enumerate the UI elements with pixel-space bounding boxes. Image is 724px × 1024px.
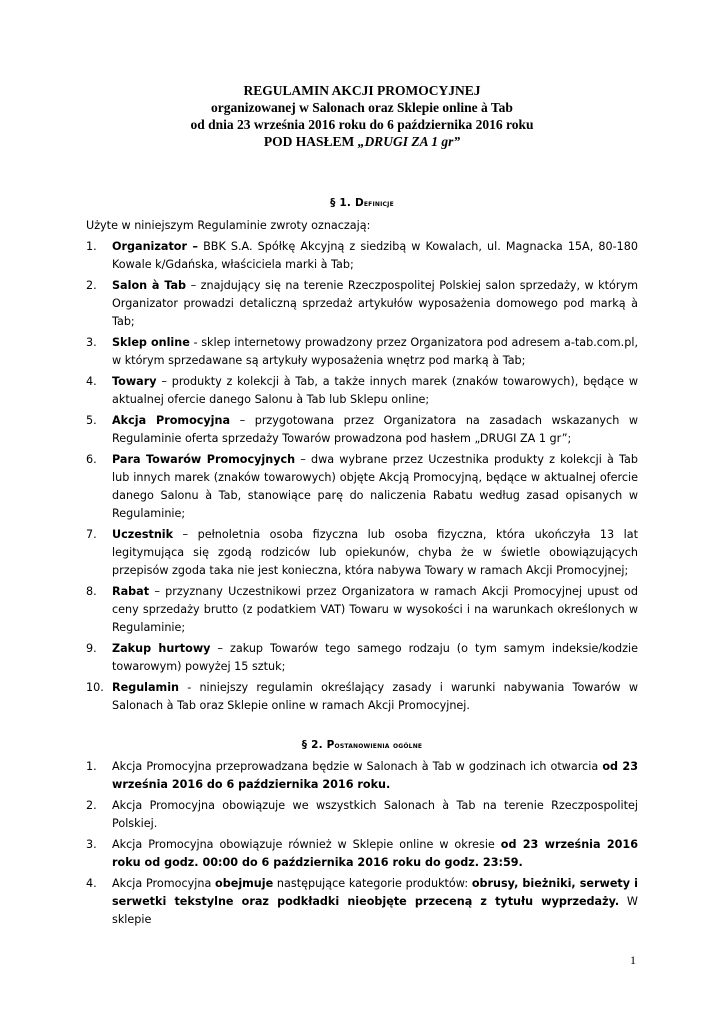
header-motto: „DRUGI ZA 1 gr” [357, 134, 461, 149]
item-text: - niniejszy regulamin określający zasady i warunki nabywania Towarów w Salonach à Tab oraz Sklepie online w ramach Akcji Promocyjnej. [112, 681, 638, 712]
item-bold-text: od 23 września 2016 roku od godz. 00:00 do 6 października 2016 roku do godz. 23:59. [112, 838, 638, 869]
definitions-list [86, 238, 638, 718]
header-motto-line [0, 133, 724, 150]
item-bold-text: od 23 września 2016 do 6 października 2016 roku. [112, 760, 638, 791]
item-text: BBK S.A. Spółkę Akcyjną z siedzibą w Kowalach, ul. Magnacka 15A, 80-180 Kowale k/Gdańska, właściciela marki à Tab; [112, 240, 638, 271]
item-text: Akcja Promocyjna przeprowadzana będzie w Salonach à Tab w godzinach ich otwarcia [112, 760, 603, 773]
section-2-title-number: § 2. P [301, 739, 335, 751]
header-subtitle: organizowanej w Salonach oraz Sklepie online à Tab [211, 100, 513, 115]
item-text: następujące kategorie produktów: [273, 877, 472, 890]
list-item [86, 758, 638, 794]
list-item [86, 277, 638, 331]
item-number: 1. [86, 240, 97, 253]
item-text: – zakup Towarów tego samego rodzaju (o tym samym indeksie/kodzie towarowym) powyżej 15 sztuk; [112, 642, 638, 673]
item-number: 1. [86, 760, 97, 773]
section-1-title-rest: efinicje [363, 199, 394, 209]
item-bold-text: obejmuje [215, 877, 274, 890]
header-motto-prefix: POD HASŁEM [263, 134, 358, 149]
item-text: - sklep internetowy prowadzony przez Organizatora pod adresem a-tab.com.pl, w którym sprzedawane są artykuły wyposażenia wnętrz pod marką à Tab; [112, 336, 639, 367]
item-number: 3. [86, 838, 97, 851]
item-term: Uczestnik [112, 528, 174, 541]
list-item [86, 836, 638, 872]
item-bold-text: obrusy, bieżniki, serwety i serwetki tekstylne oraz podkładki nieobjęte przeceną z tytułu wyprzedaży. [112, 877, 638, 908]
general-provisions-list [86, 758, 638, 932]
item-text: – pełnoletnia osoba fizyczna lub osoba fizyczna, która ukończyła 13 lat legitymująca się zgodą rodziców lub opiekunów, chyba że w świetle obowiązujących przepisów zgoda taka nie jest konieczna, która nabywa Towary w ramach Akcji Promocyjnej; [112, 528, 638, 577]
item-number: 9. [86, 642, 97, 655]
item-term: Akcja Promocyjna [112, 414, 231, 427]
page-number: 1 [630, 953, 636, 967]
item-number: 3. [86, 336, 97, 349]
section-2-title [0, 739, 724, 751]
header-dates: od dnia 23 września 2016 roku do 6 października 2016 roku [190, 117, 534, 132]
item-text: Akcja Promocyjna obowiązuje we wszystkich Salonach à Tab na terenie Rzeczpospolitej Polskiej. [112, 799, 638, 830]
section-1-title-number: § 1. D [330, 197, 364, 209]
item-number: 2. [86, 279, 97, 292]
item-text: Akcja Promocyjna obowiązuje również w Sklepie online w okresie [112, 838, 501, 851]
item-term: Regulamin [112, 681, 180, 694]
item-text: – produkty z kolekcji à Tab, a także innych marek (znaków towarowych), będące w aktualnej ofercie danego Salonu à Tab lub Sklepu online; [112, 375, 638, 406]
list-item [86, 583, 638, 637]
item-number: 4. [86, 877, 97, 890]
section-2-title-rest: ostanowienia ogólne [334, 741, 423, 751]
header-title: REGULAMIN AKCJI PROMOCYJNEJ [243, 83, 481, 98]
section-1-title [0, 197, 724, 209]
item-term: Salon à Tab [112, 279, 187, 292]
list-item [86, 679, 638, 715]
section-1-intro: Użyte w niniejszym Regulaminie zwroty oznaczają: [86, 219, 371, 232]
list-item [86, 875, 638, 929]
item-term: Towary [112, 375, 157, 388]
list-item [86, 451, 638, 523]
item-text: W sklepie [112, 895, 638, 926]
list-item [86, 640, 638, 676]
list-item [86, 334, 638, 370]
item-number: 10. [86, 681, 104, 694]
item-term: Sklep online [112, 336, 190, 349]
list-item [86, 797, 638, 833]
list-item [86, 412, 638, 448]
item-number: 8. [86, 585, 97, 598]
list-item [86, 373, 638, 409]
item-term: Organizator – [112, 240, 199, 253]
item-term: Para Towarów Promocyjnych [112, 453, 296, 466]
item-text: – przygotowana przez Organizatora na zasadach wskazanych w Regulaminie oferta sprzedaży Towarów prowadzona pod hasłem „DRUGI ZA 1 gr”; [112, 414, 638, 445]
item-number: 7. [86, 528, 97, 541]
item-number: 6. [86, 453, 97, 466]
item-text: – dwa wybrane przez Uczestnika produkty z kolekcji à Tab lub innych marek (znaków towarowych) objęte Akcją Promocyjną, będące w aktualnej ofercie danego Salonu à Tab, stanowiące parę do naliczenia Rabatu według zasad opisanych w Regulaminie; [112, 453, 638, 520]
list-item [86, 238, 638, 274]
item-text: – przyznany Uczestnikowi przez Organizatora w ramach Akcji Promocyjnej upust od ceny sprzedaży brutto (z podatkiem VAT) Towaru w wysokości i na warunkach określonych w Regulaminie; [112, 585, 638, 634]
item-number: 2. [86, 799, 97, 812]
document-header [0, 82, 724, 150]
list-item [86, 526, 638, 580]
item-text: – znajdujący się na terenie Rzeczpospolitej Polskiej salon sprzedaży, w którym Organizator prowadzi detaliczną sprzedaż artykułów wyposażenia domowego pod marką à Tab; [112, 279, 638, 328]
item-number: 5. [86, 414, 97, 427]
item-term: Zakup hurtowy [112, 642, 211, 655]
item-text: Akcja Promocyjna [112, 877, 216, 890]
item-number: 4. [86, 375, 97, 388]
item-term: Rabat [112, 585, 150, 598]
